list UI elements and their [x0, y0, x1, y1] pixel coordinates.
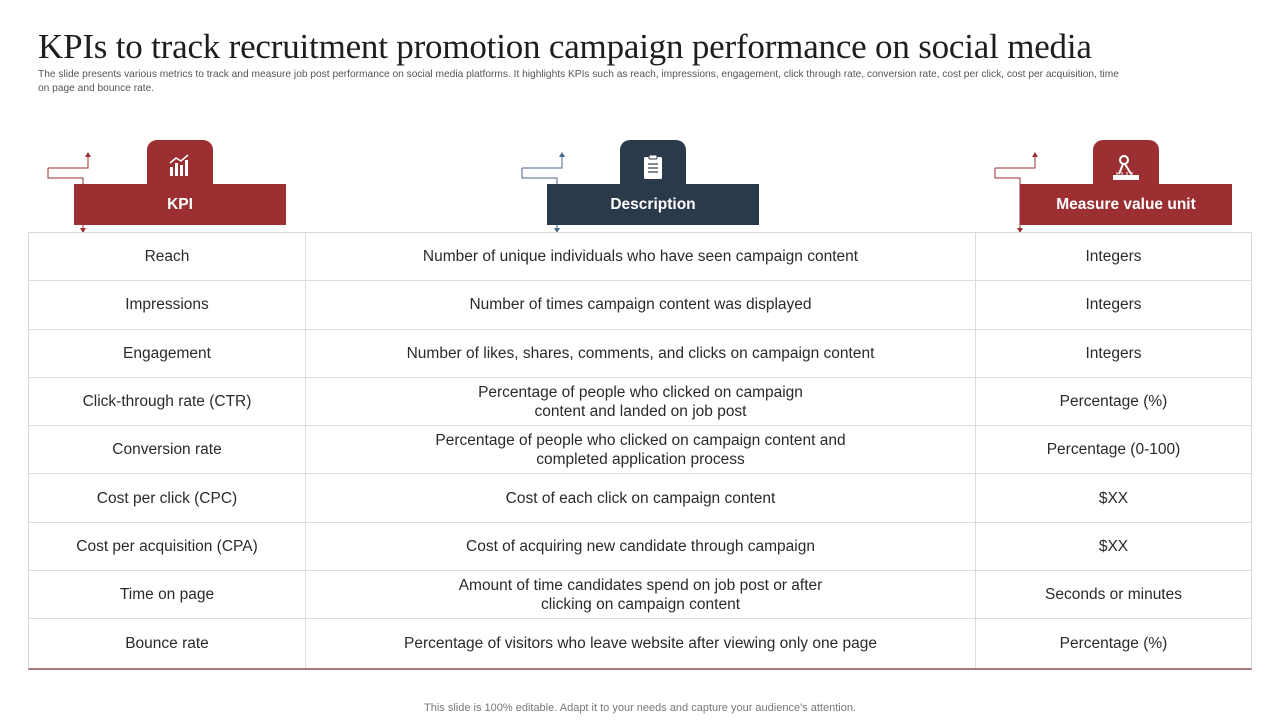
- description-cell: [306, 523, 976, 570]
- table-row: [29, 523, 1251, 571]
- kpi-header-bar: [74, 184, 286, 225]
- unit-cell: Integers: [1085, 344, 1142, 362]
- unit-cell: Integers: [1085, 248, 1142, 266]
- table-row: [29, 571, 1251, 619]
- description-cell: [306, 330, 976, 377]
- kpi-cell: Impressions: [29, 281, 306, 328]
- unit-cell: $XX: [1098, 489, 1129, 507]
- description-text: Cost of each click on campaign content: [505, 489, 776, 507]
- description-cell: [306, 233, 976, 280]
- kpi-cell: Reach: [29, 233, 306, 280]
- kpi-cell: Bounce rate: [29, 619, 306, 667]
- table-row: [29, 330, 1251, 378]
- table-row: [29, 619, 1251, 667]
- description-text: Amount of time candidates spend on job post or after clicking on campaign content: [458, 576, 823, 613]
- description-cell: [306, 378, 976, 425]
- unit-cell: Percentage (0-100): [1046, 441, 1181, 459]
- description-text: Percentage of people who clicked on campaign content and completed application process: [435, 431, 846, 468]
- measuring-tools-icon: [1093, 154, 1159, 184]
- description-text: Number of likes, shares, comments, and clicks on campaign content: [406, 344, 875, 362]
- clipboard-icon: [620, 154, 686, 184]
- description-header-label: Description: [610, 195, 696, 213]
- unit-cell: Percentage (%): [1059, 393, 1168, 411]
- unit-cell: Integers: [1085, 296, 1142, 314]
- measure-header-bar: [1020, 184, 1232, 225]
- table-row: [29, 281, 1251, 329]
- description-header-bar: [547, 184, 759, 225]
- table-row: [29, 426, 1251, 474]
- description-text: Percentage of people who clicked on campaign content and landed on job post: [478, 383, 803, 420]
- header-kpi: [40, 140, 290, 230]
- unit-cell: Percentage (%): [1059, 635, 1168, 653]
- description-cell: [306, 474, 976, 521]
- description-text: Cost of acquiring new candidate through campaign: [466, 537, 815, 555]
- header-description: [514, 140, 764, 230]
- bar-chart-icon: [147, 154, 213, 184]
- description-cell: [306, 619, 976, 667]
- page-title: KPIs to track recruitment promotion campaign performance on social media: [38, 27, 1092, 66]
- description-text: Percentage of visitors who leave website after viewing only one page: [403, 635, 878, 653]
- kpi-cell: Cost per acquisition (CPA): [29, 523, 306, 570]
- kpi-cell: Cost per click (CPC): [29, 474, 306, 521]
- measure-header-label: Measure value unit: [1056, 195, 1196, 213]
- description-cell: [306, 426, 976, 473]
- table-row: [29, 233, 1251, 281]
- table-row: [29, 378, 1251, 426]
- description-text: Number of unique individuals who have seen campaign content: [422, 248, 859, 266]
- kpi-table: [28, 232, 1252, 670]
- description-cell: [306, 281, 976, 328]
- kpi-cell: Engagement: [29, 330, 306, 377]
- kpi-cell: Time on page: [29, 571, 306, 618]
- header-measure: [987, 140, 1237, 230]
- page-subtitle: The slide presents various metrics to track and measure job post performance on social media platforms. It highlights KPIs such as reach, impressions, engagement, click through rate, conversion rate, cost per click, cost per acquisition, time on page and bounce rate.: [38, 69, 1119, 94]
- unit-cell: Seconds or minutes: [1045, 586, 1182, 604]
- description-text: Number of times campaign content was displayed: [469, 296, 812, 314]
- table-row: [29, 474, 1251, 522]
- kpi-cell: Click-through rate (CTR): [29, 378, 306, 425]
- kpi-header-label: KPI: [167, 195, 193, 213]
- footer-note: This slide is 100% editable. Adapt it to your needs and capture your audience's attention.: [424, 702, 856, 714]
- kpi-cell: Conversion rate: [29, 426, 306, 473]
- unit-cell: $XX: [1098, 537, 1129, 555]
- description-cell: [306, 571, 976, 618]
